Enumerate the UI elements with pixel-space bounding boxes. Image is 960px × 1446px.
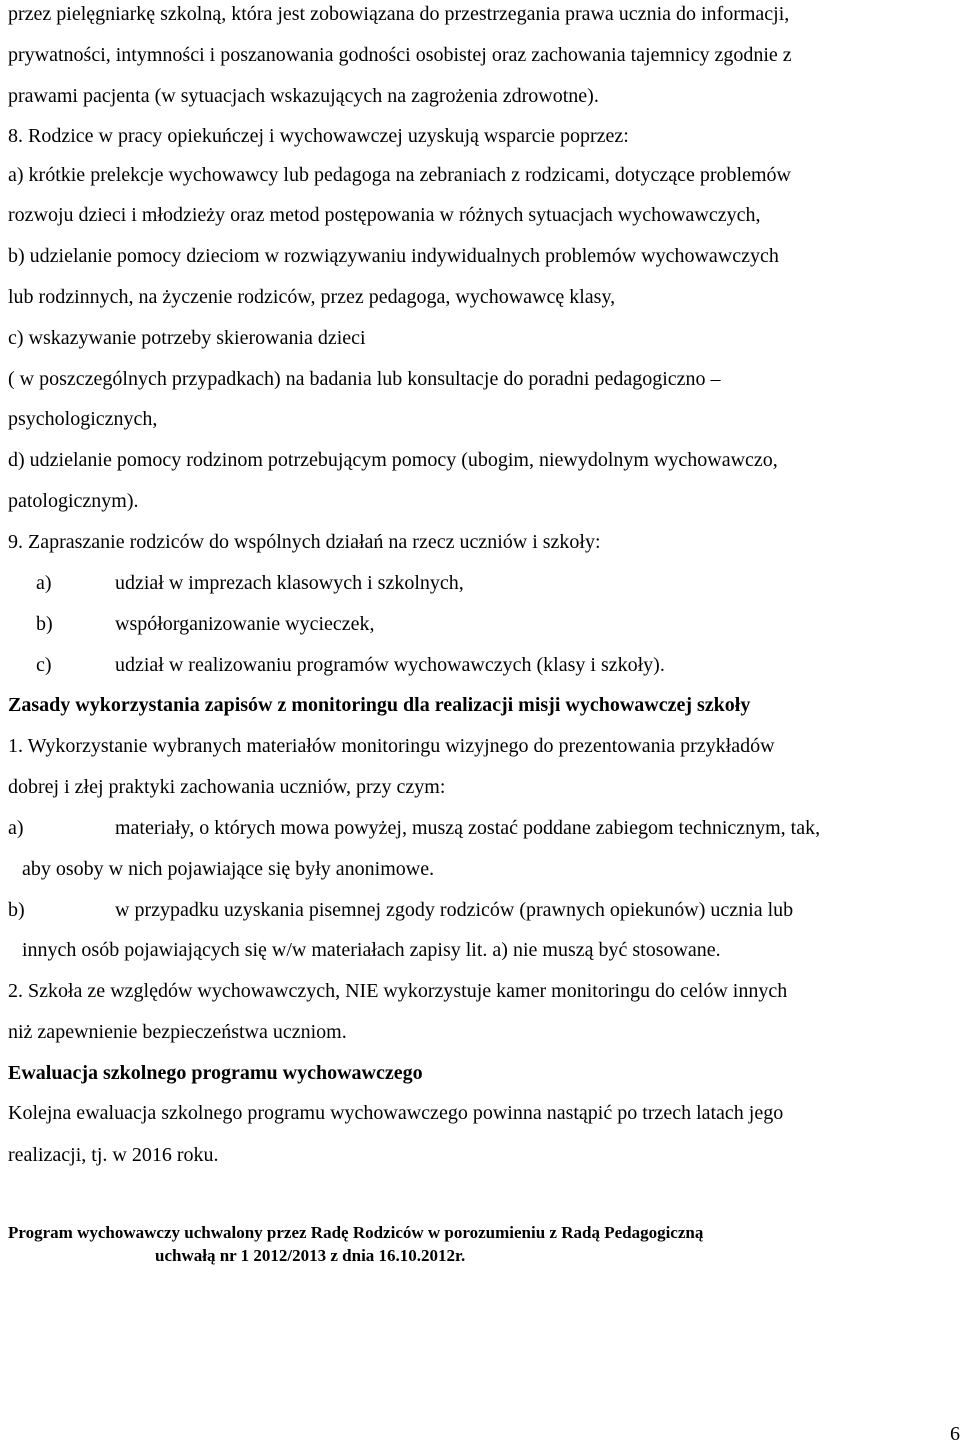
footer-line: uchwałą nr 1 2012/2013 z dnia 16.10.2012r. — [155, 1246, 466, 1265]
text-line: dobrej i złej praktyki zachowania uczniów, przy czym: — [8, 776, 446, 798]
sublist-text: udział w realizowaniu programów wychowawczych (klasy i szkoły). — [115, 654, 665, 676]
section-heading: Ewaluacja szkolnego programu wychowawczego — [8, 1062, 423, 1084]
text-line: a) krótkie prelekcje wychowawcy lub pedagoga na zebraniach z rodzicami, dotyczące problemów — [8, 164, 791, 186]
text-line: 1. Wykorzystanie wybranych materiałów monitoringu wizyjnego do prezentowania przykładów — [8, 735, 775, 757]
text-line: d) udzielanie pomocy rodzinom potrzebującym pomocy (ubogim, niewydolnym wychowawczo, — [8, 449, 778, 471]
text-line: patologicznym). — [8, 490, 139, 512]
text-line: rozwoju dzieci i młodzieży oraz metod postępowania w różnych sytuacjach wychowawczych, — [8, 204, 761, 226]
sublist-text: innych osób pojawiających się w/w materiałach zapisy lit. a) nie muszą być stosowane. — [22, 939, 721, 961]
sublist-text: współorganizowanie wycieczek, — [115, 613, 375, 635]
footer-line: Program wychowawczy uchwalony przez Radę Rodziców w porozumieniu z Radą Pedagogiczną — [8, 1223, 704, 1242]
text-line: ( w poszczególnych przypadkach) na badania lub konsultacje do poradni pedagogiczno – — [8, 368, 721, 390]
sublist-label: b) — [8, 899, 25, 921]
sublist-text: udział w imprezach klasowych i szkolnych, — [115, 572, 464, 594]
text-line: psychologicznych, — [8, 408, 158, 430]
text-line: realizacji, tj. w 2016 roku. — [8, 1144, 219, 1166]
sublist-text: w przypadku uzyskania pisemnej zgody rodziców (prawnych opiekunów) ucznia lub — [115, 899, 794, 921]
text-line: Kolejna ewaluacja szkolnego programu wychowawczego powinna nastąpić po trzech latach jego — [8, 1102, 784, 1124]
sublist-text: aby osoby w nich pojawiające się były anonimowe. — [22, 858, 435, 880]
section-heading: Zasady wykorzystania zapisów z monitoringu dla realizacji misji wychowawczej szkoły — [8, 694, 751, 716]
text-line: prywatności, intymności i poszanowania godności osobistej oraz zachowania tajemnicy zgodnie z — [8, 44, 792, 66]
text-line: c) wskazywanie potrzeby skierowania dzieci — [8, 327, 366, 349]
sublist-label: b) — [36, 613, 53, 635]
text-line: niż zapewnienie bezpieczeństwa uczniom. — [8, 1021, 347, 1043]
sublist-text: materiały, o których mowa powyżej, muszą zostać poddane zabiegom technicznym, tak, — [115, 817, 821, 839]
list-item-9: 9. Zapraszanie rodziców do wspólnych działań na rzecz uczniów i szkoły: — [8, 531, 601, 553]
sublist-label: a) — [36, 572, 52, 594]
text-line: przez pielęgniarkę szkolną, która jest zobowiązana do przestrzegania prawa ucznia do informacji, — [8, 3, 790, 25]
list-item-8: 8. Rodzice w pracy opiekuńczej i wychowawczej uzyskują wsparcie poprzez: — [8, 125, 629, 147]
page-number: 6 — [950, 1423, 960, 1445]
text-line: 2. Szkoła ze względów wychowawczych, NIE wykorzystuje kamer monitoringu do celów innych — [8, 980, 788, 1002]
text-line: prawami pacjenta (w sytuacjach wskazujących na zagrożenia zdrowotne). — [8, 85, 599, 107]
sublist-label: a) — [8, 817, 24, 839]
sublist-label: c) — [36, 654, 52, 676]
text-line: lub rodzinnych, na życzenie rodziców, przez pedagoga, wychowawcę klasy, — [8, 286, 616, 308]
text-line: b) udzielanie pomocy dzieciom w rozwiązywaniu indywidualnych problemów wychowawczych — [8, 245, 779, 267]
